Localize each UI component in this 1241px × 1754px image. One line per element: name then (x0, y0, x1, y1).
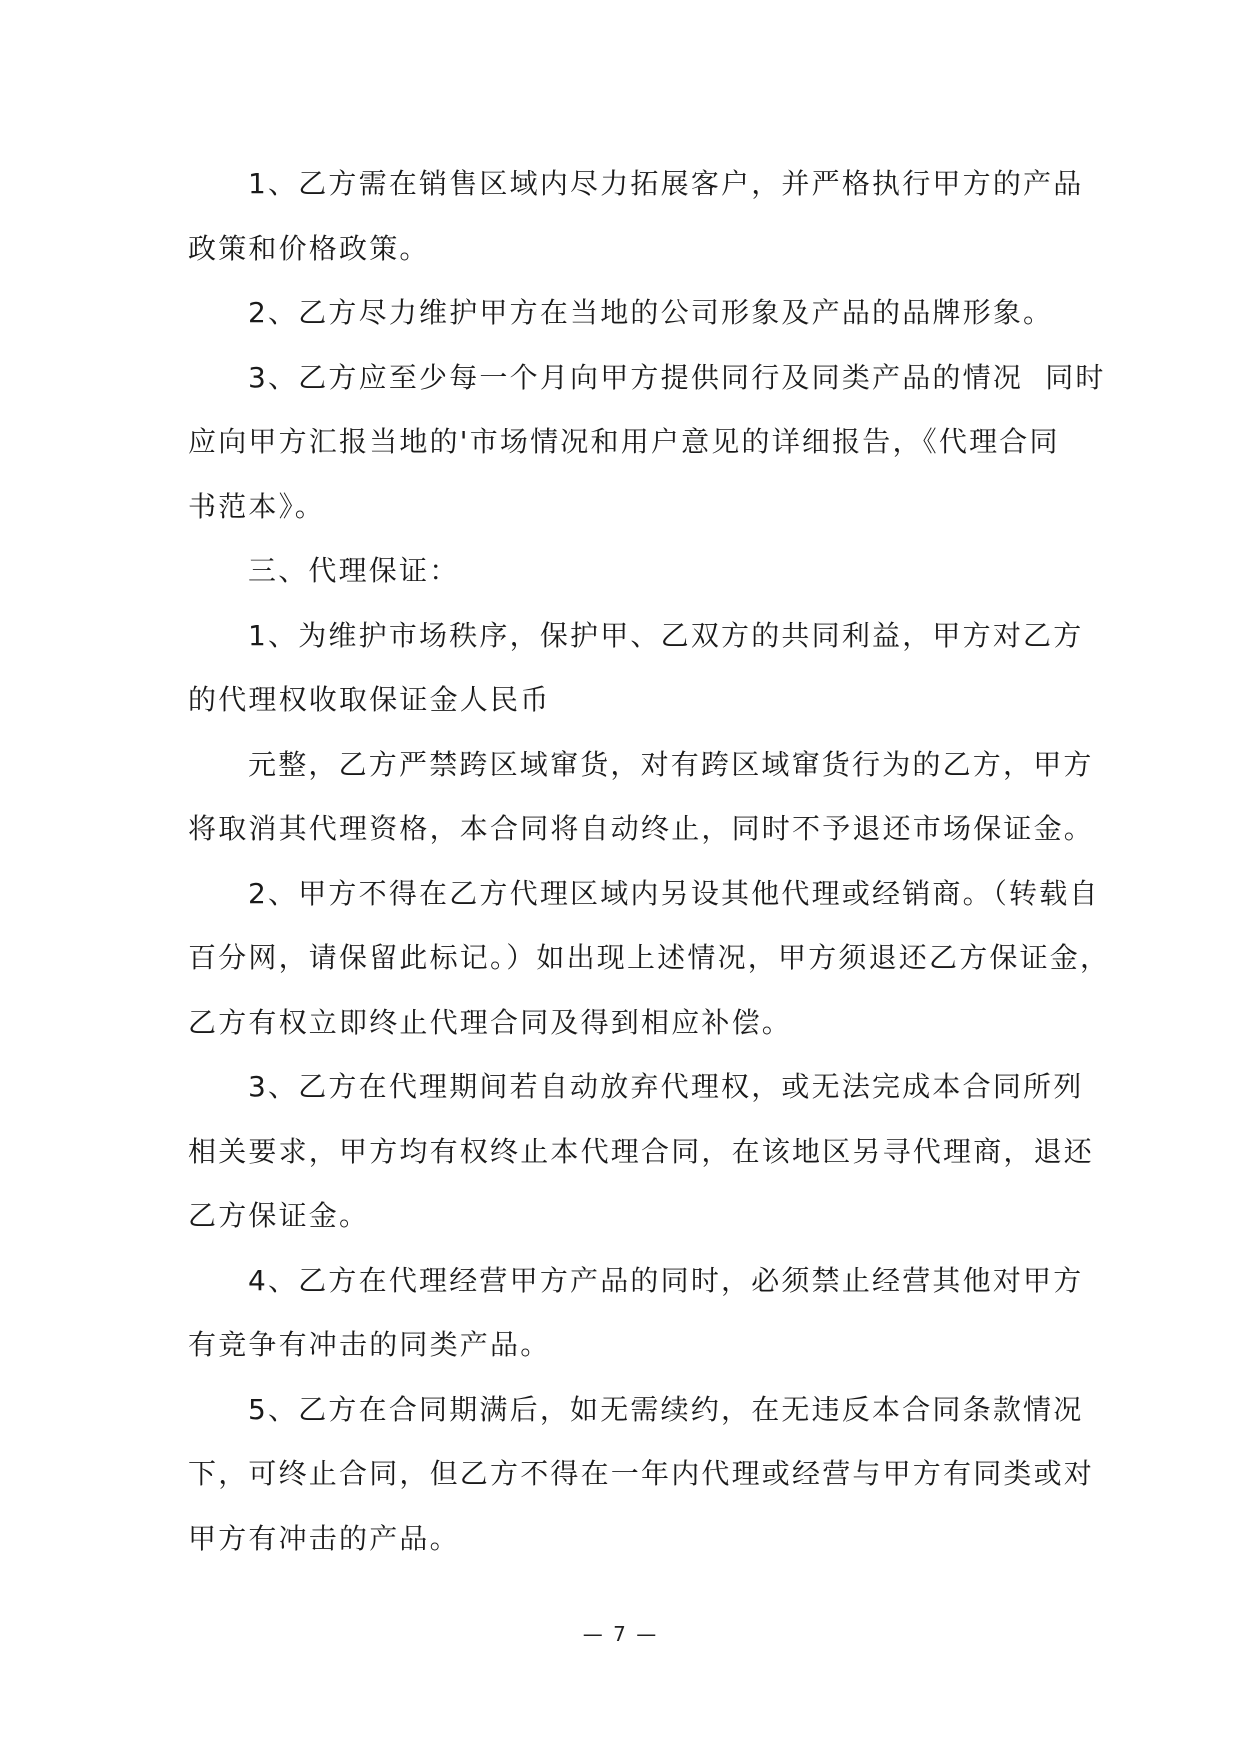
text-line: 乙方有权立即终止代理合同及得到相应补偿。 (188, 1005, 793, 1039)
text-line: 甲方有冲击的产品。 (188, 1521, 460, 1555)
paragraph (188, 604, 1084, 733)
text-line: 2、乙方尽力维护甲方在当地的公司形象及产品的品牌形象。 (248, 296, 1054, 329)
text-line: 元整，乙方严禁跨区域窜货，对有跨区域窜货行为的乙方，甲方 (248, 747, 1094, 781)
text-line: 1、为维护市场秩序，保护甲、乙双方的共同利益，甲方对乙方 (248, 618, 1084, 652)
paragraph (188, 733, 1095, 862)
text-line: 应向甲方汇报当地的'市场情况和用户意见的详细报告，《代理合同 (188, 425, 1060, 458)
paragraph (188, 862, 1111, 1056)
paragraph (188, 152, 1084, 281)
text-line: 1、乙方需在销售区域内尽力拓展客户，并严格执行甲方的产品 (248, 167, 1084, 200)
text-line: 3、乙方应至少每一个月向甲方提供同行及同类产品的情况 同时 (248, 360, 1106, 394)
document-body (188, 152, 1111, 1571)
text-line: 下，可终止合同，但乙方不得在一年内代理或经营与甲方有同类或对 (188, 1457, 1095, 1490)
text-line: 百分网，请保留此标记。）如出现上述情况，甲方须退还乙方保证金， (188, 941, 1111, 974)
text-line: 3、乙方在代理期间若自动放弃代理权，或无法完成本合同所列 (248, 1070, 1084, 1103)
text-line: 政策和价格政策。 (188, 231, 430, 265)
paragraph (188, 1249, 1084, 1378)
text-line: 乙方保证金。 (188, 1199, 370, 1232)
text-line: 的代理权收取保证金人民币 (188, 683, 551, 716)
paragraph (188, 346, 1106, 540)
text-line: 将取消其代理资格，本合同将自动终止，同时不予退还市场保证金。 (188, 812, 1095, 845)
text-line: 书范本》。 (188, 489, 326, 523)
text-line: 5、乙方在合同期满后，如无需续约，在无违反本合同条款情况 (248, 1392, 1084, 1426)
text-line: 有竞争有冲击的同类产品。 (188, 1328, 551, 1361)
text-line: 三、代理保证： (248, 554, 460, 587)
section-heading (188, 539, 1058, 604)
page-number: — 7 — (582, 1622, 659, 1646)
text-line: 4、乙方在代理经营甲方产品的同时，必须禁止经营其他对甲方 (248, 1263, 1084, 1297)
paragraph (188, 281, 1058, 346)
paragraph (188, 1055, 1095, 1249)
paragraph (188, 1378, 1095, 1572)
text-line: 2、甲方不得在乙方代理区域内另设其他代理或经销商。（转载自 (248, 876, 1100, 910)
text-line: 相关要求，甲方均有权终止本代理合同，在该地区另寻代理商，退还 (188, 1134, 1095, 1168)
